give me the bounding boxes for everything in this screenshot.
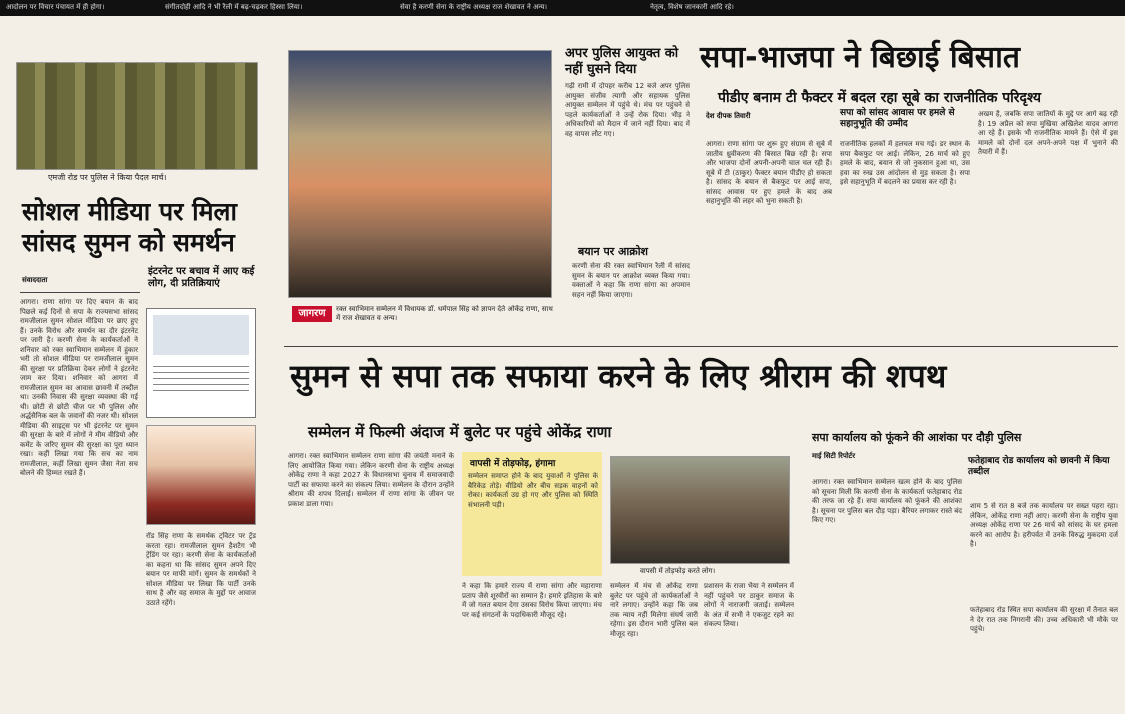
left-body-2: रॉड सिंह राणा के समर्थक ट्विटर पर ट्रेंड करता रहा। रामजीलाल सुमन हैशटैग भी ट्रेंडिंग पर रहा। करणी सेना के कार्यकर्ताओं का कहना था कि सांसद सुमन अपने दिए बयान पर माफी मांगें। सुमन के समर्थकों ने सोशल मीडिया पर लिखा कि पार्टी उनके साथ है और वह समाज के मुद्दों पर आवाज उठाते रहेंगे।	[146, 532, 256, 607]
bottom-body-1: आगरा। रक्त स्वाभिमान सम्मेलन राणा सांगा की जयंती मनाने के लिए आयोजित किया गया। लेकिन करणी सेना के राष्ट्रीय अध्यक्ष ओकेंद्र राणा ने कहा 2027 के विधानसभा चुनाव में समाजवादी पार्टी का सफाया करने का संकल्प लिया। सम्मेलन के दौरान उन्होंने श्रीराम की शपथ दिलाई। सम्मेलन में राणा सांगा के जीवन पर प्रकाश डाला गया।	[288, 452, 454, 508]
police-march-photo	[16, 62, 258, 170]
bottom-right-box-headline: फतेहाबाद रोड कार्यालय को छावनी में किया तब्दील	[968, 456, 1110, 477]
left-sidebar-headline: इंटरनेट पर बचाव में आए कई लोग, दी प्रतिक्रियाएं	[148, 266, 255, 289]
left-body-1: आगरा। राणा सांगा पर दिए बयान के बाद पिछले कई दिनों से सपा के राज्यसभा सांसद रामजीलाल सुमन सोशल मीडिया पर छाए हुए हैं। उनके विरोध और समर्थन का दौर इंटरनेट पर जारी है। करणी सेना के कार्यकर्ताओं ने शनिवार को रक्त स्वाभिमान सम्मेलन में हुंकार भरी तो सोशल मीडिया पर रामजीलाल सुमन की सुरक्षा पर प्रतिक्रिया देकर लोगों ने इंटरनेट जाम कर दिया। शनिवार को आगरा में रामजीलाल सुमन का आवास छावनी में तब्दील था। उनकी निवास की सुरक्षा व्यवस्था की गई थी। छोटी से छोटी चीज पर भी पुलिस और अर्द्धसैनिक बल के जवानों की नजर थी। सोशल मीडिया की साइट्स पर भी इंटरनेट पर सुमन की सुरक्षा के बारे में लोगों ने मीम वीडियो और कमेंट के जरिए सुमन की सुरक्षा का पूरा ध्यान रखा। कहीं लिखा गया कि सच का नाम रामजीलाल, कहीं लिखा सुमन जैसा नेता सच बोलने की हिम्मत रखते हैं।	[20, 298, 138, 477]
banner-rule	[284, 346, 1118, 347]
right-box-headline: सपा को सांसद आवास पर हमले से सहानुभूति की उम्मीद	[840, 108, 955, 129]
side-sub-body: करणी सेना की रक्त स्वाभिमान रैली में सांसद सुमन के बयान पर आक्रोश व्यक्त किया गया। वक्ताओं ने कहा कि राणा सांगा का अपमान सहन नहीं किया जाएगा।	[572, 262, 690, 299]
left-byline: संवाददाता	[22, 276, 48, 284]
bottom-right-headline: सपा कार्यालय को फूंकने की आशंका पर दौड़ी पुलिस	[812, 431, 1022, 444]
police-photo-caption: एमजी रोड पर पुलिस ने किया पैदल मार्च।	[48, 173, 167, 182]
bottom-body-3: सम्मेलन में मंच से ओकेंद्र राणा बुलेट पर पहुंचे तो कार्यकर्ताओं ने नारे लगाए। उन्होंने कहा कि जब तक न्याय नहीं मिलेगा संघर्ष जारी रहेगा। इस दौरान भारी पुलिस बल मौजूद रहा।	[610, 582, 698, 638]
top-strip-right: सेवा है करणी सेना के राष्ट्रीय अध्यक्ष राज शेखावत ने अन्य।	[400, 3, 548, 11]
bottom-right-byline: माई सिटी रिपोर्टर	[812, 452, 856, 460]
top-strip-mid: संगीतदोही आदि ने भी रैली में बढ़-चढ़कर हिस्सा लिया।	[165, 3, 303, 11]
right-body-2: राजनीतिक हलकों में हलचल मच गई। डर स्थान के सपा बैकफुट पर आई। लेकिन, 26 मार्च को हुए हमले के बाद, बयान से जो नुकसान हुआ था, उस हवा का रुख उस आंदोलन से मुड़ सकता है। सपा इसे सहानुभूति में बदलने का प्रयास कर रही है।	[840, 140, 970, 186]
bottom-body-2: ने कहा कि हमारे राज्य में राणा सांगा और महाराणा प्रताप जैसे शूरवीरों का सम्मान है। हमारे इतिहास के बारे में जो गलत बयान देगा उसका विरोध किया जाएगा। मंच पर कई संगठनों के पदाधिकारी मौजूद रहे।	[462, 582, 602, 619]
bottom-right-body-3: फतेहाबाद रोड स्थित सपा कार्यालय की सुरक्षा में तैनात बल ने देर रात तक निगरानी की। उच्च अधिकारी भी मौके पर पहुंचे।	[970, 606, 1118, 633]
side-subheadline: बयान पर आक्रोश	[578, 245, 649, 258]
sumansupporter-portrait	[146, 425, 256, 525]
highlight-headline: वापसी में तोड़फोड़, हंगामा	[470, 459, 556, 469]
bottom-right-body-1: आगरा। रक्त स्वाभिमान सम्मेलन खत्म होने के बाद पुलिस को सूचना मिली कि करणी सेना के कार्यकर्ता फतेहाबाद रोड की तरफ जा रहे हैं। सपा कार्यालय को फूंकने की आशंका है। सूचना पर पुलिस बल दौड़ पड़ा। बैरियर लगाकर रास्ते बंद किए गए।	[812, 478, 962, 524]
top-strip-left: आदोलन पर विचार पंचायत में ही होगा।	[6, 3, 105, 11]
highlight-body: सम्मेलन समाप्त होने के बाद युवाओं ने पुलिस के बैरिकेड तोड़े। वीडियो और बीच सड़क वाहनों को रोका। कार्यकर्ता उग्र हो गए और पुलिस को स्थिति संभालनी पड़ी।	[468, 472, 598, 509]
jagran-tag: जागरण	[292, 306, 332, 322]
left-rule	[20, 292, 140, 293]
right-subheadline: पीडीए बनाम टी फैक्टर में बदल रहा सूबे का राजनीतिक परिदृश्य	[718, 90, 1042, 106]
screenshot-image-icon	[153, 315, 249, 355]
rally-photo-caption: रक्त स्वाभिमान सम्मेलन में विधायक डॉ. धर्मपाल सिंह को ज्ञापन देते ओकेंद्र राणा, साथ में राज शेखावत व अन्य।	[336, 305, 553, 322]
right-headline: सपा-भाजपा ने बिछाई बिसात	[700, 40, 1020, 75]
social-media-screenshot	[146, 308, 256, 418]
left-headline: सोशल मीडिया पर मिला सांसद सुमन को समर्थन	[22, 197, 237, 257]
right-byline: देश दीपक तिवारी	[706, 112, 751, 120]
screenshot-text-lines	[153, 361, 249, 391]
bottom-body-4: प्रशासन के राजा भैया ने सम्मेलन में नहीं पहुंचने पर ठाकुर समाज के लोगों ने नाराजगी जताई। सम्मेलन के अंत में सभी ने एकजुट रहने का संकल्प लिया।	[704, 582, 794, 628]
rally-stage-photo	[288, 50, 552, 298]
side-body: गढ़ी रामी में दोपहर करीब 12 बजे अपर पुलिस आयुक्त संजीव त्यागी और सहायक पुलिस आयुक्त सम्मेलन में पहुंचे थे। मंच पर पहुंचने से पहले कार्यकर्ताओं ने उन्हें रोक दिया। भीड़ ने अधिकारियों को मैदान में जाने नहीं दिया। बाद में वह वापस लौट गए।	[565, 82, 690, 138]
main-headline: सुमन से सपा तक सफाया करने के लिए श्रीराम की शपथ	[290, 357, 947, 395]
bottom-right-body-2: शाम 5 से रात 8 बजे तक कार्यालय पर सख्त पहरा रहा। लेकिन, ओकेंद्र राणा नहीं आए। करणी सेना के राष्ट्रीय युवा अध्यक्ष ओकेंद्र राणा पर 26 मार्च को सांसद के घर हमला करने का आरोप है। हरीपर्वत में उनके विरुद्ध मुकदमा दर्ज है।	[970, 502, 1118, 548]
vandalism-photo-caption: वापसी में तोड़फोड़ करते लोग।	[640, 567, 716, 575]
right-body-1: आगरा। राणा सांगा पर शुरू हुए संग्राम से सूबे में जातीय ध्रुवीकरण की बिसात बिछ रही है। सपा और भाजपा दोनों अपनी-अपनी चाल चल रही हैं। सूबे में टी (ठाकुर) फैक्टर बयान पीडीए हो सकता है। सांसद के बयान से बैकफुट पर आई सपा, सांसद आवास पर हुए हमले के बाद अब सहानुभूति की लहर को भुना सकती है।	[706, 140, 832, 205]
main-subheadline: सम्मेलन में फिल्मी अंदाज में बुलेट पर पहुंचे ओकेंद्र राणा	[308, 423, 612, 441]
side-headline: अपर पुलिस आयुक्त को नहीं घुसने दिया	[565, 46, 679, 77]
top-strip-far-right: नेतृत्व, विशेष जानकारी आदि रहे।	[650, 3, 734, 11]
right-body-3: अखम है, जबकि सपा जातियों के मुद्दे पर आगे बढ़ रही है। 19 अप्रैल को सपा मुखिया अखिलेश यादव आगरा आ रहे हैं। इसके भी राजनीतिक मायने हैं। ऐसे में इस मामले को दोनों दल अपने-अपने पक्ष में भुनाने की तैयारी में हैं।	[978, 110, 1118, 156]
vandalism-photo	[610, 456, 790, 564]
